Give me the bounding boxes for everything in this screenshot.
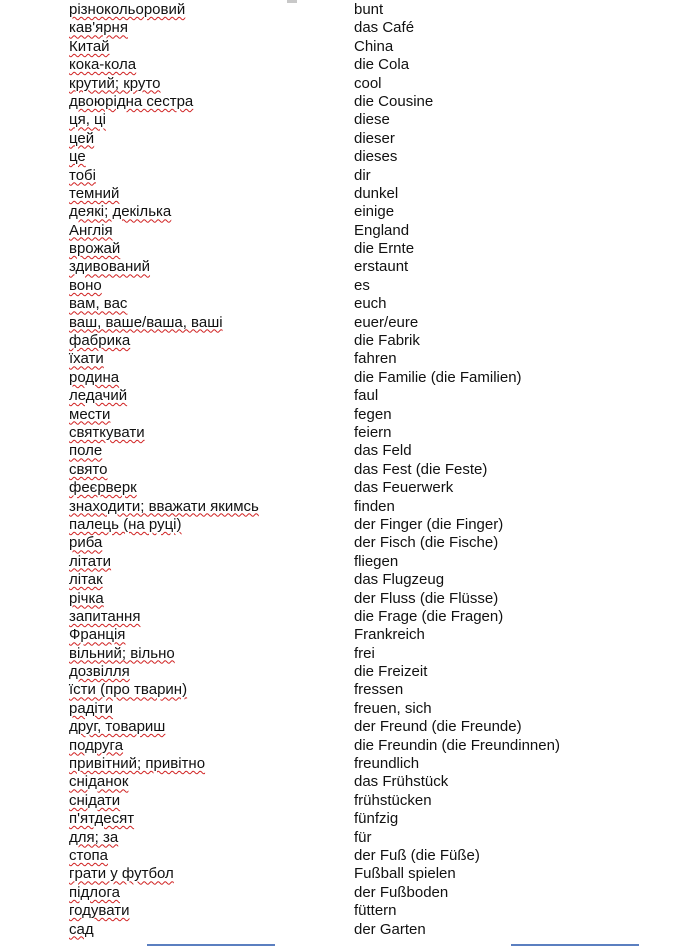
german-word: England: [354, 221, 410, 239]
german-word: erstaunt: [354, 258, 409, 276]
german-word: die Fabrik: [354, 332, 420, 350]
vocabulary-row: [69, 185, 669, 203]
ukrainian-word: сад: [69, 920, 94, 938]
ukrainian-word: підлога: [69, 883, 120, 901]
vocabulary-row: [69, 829, 669, 847]
ukrainian-word: воно: [69, 276, 102, 294]
ukrainian-word: двоюрідна сестра: [69, 92, 194, 110]
vocabulary-row: [69, 1, 669, 19]
ukrainian-word: врожай: [69, 240, 121, 258]
vocabulary-row: [69, 332, 669, 350]
vocabulary-row: [69, 461, 669, 479]
bottom-right-edge-mark: [511, 944, 639, 946]
ukrainian-word: вільний; вільно: [69, 644, 175, 662]
german-word: die Freundin (die Freundinnen): [354, 736, 560, 754]
vocabulary-row: [69, 847, 669, 865]
vocabulary-row: [69, 19, 669, 37]
vocabulary-row: [69, 75, 669, 93]
german-word: die Familie (die Familien): [354, 368, 522, 386]
vocabulary-table: [69, 1, 669, 939]
ukrainian-word: деякі; декілька: [69, 203, 172, 221]
ukrainian-word: тобі: [69, 166, 96, 184]
vocabulary-row: [69, 516, 669, 534]
vocabulary-row: [69, 350, 669, 368]
vocabulary-row: [69, 590, 669, 608]
ukrainian-word: їхати: [69, 350, 104, 368]
vocabulary-row: [69, 553, 669, 571]
vocabulary-row: [69, 810, 669, 828]
ukrainian-word: риба: [69, 534, 103, 552]
ukrainian-word: ледачий: [69, 387, 128, 405]
ukrainian-word: вам, вас: [69, 295, 128, 313]
german-word: fegen: [354, 405, 392, 423]
ukrainian-word: палець (на руці): [69, 515, 182, 533]
german-word: Fußball spielen: [354, 865, 456, 883]
german-word: finden: [354, 497, 395, 515]
german-word: der Fuß (die Füße): [354, 846, 480, 864]
vocabulary-row: [69, 645, 669, 663]
german-word: das Feld: [354, 442, 412, 460]
vocabulary-row: [69, 902, 669, 920]
ukrainian-word: друг, товариш: [69, 718, 166, 736]
german-word: die Cola: [354, 56, 410, 74]
german-word: die Frage (die Fragen): [354, 607, 504, 625]
ukrainian-word: п'ятдесят: [69, 810, 135, 828]
ukrainian-word: подруга: [69, 736, 124, 754]
ukrainian-word: фабрика: [69, 332, 131, 350]
vocabulary-row: [69, 56, 669, 74]
ukrainian-word: феєрверк: [69, 479, 137, 497]
ukrainian-word: мести: [69, 405, 111, 423]
german-word: freundlich: [354, 755, 420, 773]
ukrainian-word: Китай: [69, 37, 110, 55]
vocabulary-row: [69, 111, 669, 129]
vocabulary-row: [69, 865, 669, 883]
german-word: der Fisch (die Fische): [354, 534, 499, 552]
vocabulary-row: [69, 755, 669, 773]
german-word: der Garten: [354, 920, 426, 938]
german-word: euer/eure: [354, 313, 419, 331]
ukrainian-word: крутий; круто: [69, 74, 161, 92]
vocabulary-row: [69, 498, 669, 516]
german-word: das Feuerwerk: [354, 479, 454, 497]
bottom-left-edge-mark: [147, 944, 275, 946]
german-word: dieses: [354, 148, 398, 166]
vocabulary-row: [69, 718, 669, 736]
german-word: fahren: [354, 350, 397, 368]
german-word: faul: [354, 387, 379, 405]
german-word: dieser: [354, 129, 395, 147]
german-word: fressen: [354, 681, 404, 699]
german-word: der Fußboden: [354, 883, 449, 901]
ukrainian-word: кав'ярня: [69, 19, 128, 37]
vocabulary-row: [69, 921, 669, 939]
vocabulary-row: [69, 130, 669, 148]
ukrainian-word: річка: [69, 589, 104, 607]
german-word: feiern: [354, 423, 392, 441]
ukrainian-word: здивований: [69, 258, 151, 276]
vocabulary-row: [69, 773, 669, 791]
ukrainian-word: їсти (про тварин): [69, 681, 188, 699]
german-word: Frankreich: [354, 626, 425, 644]
german-word: die Ernte: [354, 240, 415, 258]
german-word: euch: [354, 295, 387, 313]
ukrainian-word: стопа: [69, 846, 109, 864]
german-word: diese: [354, 111, 390, 129]
vocabulary-row: [69, 424, 669, 442]
vocabulary-row: [69, 663, 669, 681]
german-word: einige: [354, 203, 395, 221]
vocabulary-row: [69, 884, 669, 902]
ukrainian-word: ця, ці: [69, 111, 106, 129]
german-word: füttern: [354, 902, 397, 920]
ukrainian-word: знаходити; вважати якимсь: [69, 497, 259, 515]
vocabulary-row: [69, 406, 669, 424]
ukrainian-word: поле: [69, 442, 103, 460]
ukrainian-word: літати: [69, 552, 112, 570]
german-word: der Finger (die Finger): [354, 515, 504, 533]
german-word: cool: [354, 74, 382, 92]
german-word: das Fest (die Feste): [354, 460, 488, 478]
vocabulary-row: [69, 608, 669, 626]
ukrainian-word: це: [69, 148, 86, 166]
vocabulary-row: [69, 681, 669, 699]
ukrainian-word: радіти: [69, 699, 114, 717]
ukrainian-word: цей: [69, 129, 95, 147]
german-word: das Frühstück: [354, 773, 449, 791]
ukrainian-word: літак: [69, 571, 103, 589]
ukrainian-word: для; за: [69, 828, 119, 846]
vocabulary-row: [69, 240, 669, 258]
ukrainian-word: Англія: [69, 221, 113, 239]
ukrainian-word: запитання: [69, 607, 141, 625]
german-word: dunkel: [354, 184, 399, 202]
german-word: bunt: [354, 1, 384, 18]
vocabulary-row: [69, 148, 669, 166]
vocabulary-row: [69, 792, 669, 810]
ukrainian-word: родина: [69, 368, 120, 386]
ukrainian-word: снідати: [69, 791, 121, 809]
german-word: das Flugzeug: [354, 571, 445, 589]
ukrainian-word: грати у футбол: [69, 865, 174, 883]
vocabulary-row: [69, 571, 669, 589]
vocabulary-row: [69, 479, 669, 497]
vocabulary-row: [69, 387, 669, 405]
vocabulary-row: [69, 38, 669, 56]
ukrainian-word: свято: [69, 460, 108, 478]
ukrainian-word: темний: [69, 184, 120, 202]
vocabulary-row: [69, 258, 669, 276]
ukrainian-word: Франція: [69, 626, 126, 644]
german-word: fünfzig: [354, 810, 399, 828]
german-word: fliegen: [354, 552, 399, 570]
vocabulary-row: [69, 700, 669, 718]
german-word: die Freizeit: [354, 663, 428, 681]
ukrainian-word: різнокольоровий: [69, 1, 186, 18]
german-word: China: [354, 37, 394, 55]
german-word: für: [354, 828, 372, 846]
ukrainian-word: привітний; привітно: [69, 755, 206, 773]
vocabulary-row: [69, 295, 669, 313]
german-word: der Fluss (die Flüsse): [354, 589, 499, 607]
vocabulary-row: [69, 626, 669, 644]
german-word: dir: [354, 166, 371, 184]
german-word: das Café: [354, 19, 415, 37]
german-word: freuen, sich: [354, 699, 432, 717]
vocabulary-row: [69, 203, 669, 221]
german-word: frei: [354, 644, 375, 662]
german-word: frühstücken: [354, 791, 432, 809]
german-word: der Freund (die Freunde): [354, 718, 522, 736]
ukrainian-word: сніданок: [69, 773, 129, 791]
vocabulary-row: [69, 314, 669, 332]
vocabulary-row: [69, 277, 669, 295]
ukrainian-word: ваш, ваше/ваша, ваші: [69, 313, 223, 331]
vocabulary-row: [69, 737, 669, 755]
vocabulary-row: [69, 167, 669, 185]
german-word: es: [354, 276, 370, 294]
vocabulary-row: [69, 93, 669, 111]
vocabulary-row: [69, 442, 669, 460]
vocabulary-row: [69, 534, 669, 552]
german-word: die Cousine: [354, 92, 434, 110]
ukrainian-word: кока-кола: [69, 56, 137, 74]
ukrainian-word: святкувати: [69, 423, 145, 441]
ukrainian-word: дозвілля: [69, 663, 130, 681]
vocabulary-row: [69, 222, 669, 240]
ukrainian-word: годувати: [69, 902, 130, 920]
vocabulary-row: [69, 369, 669, 387]
